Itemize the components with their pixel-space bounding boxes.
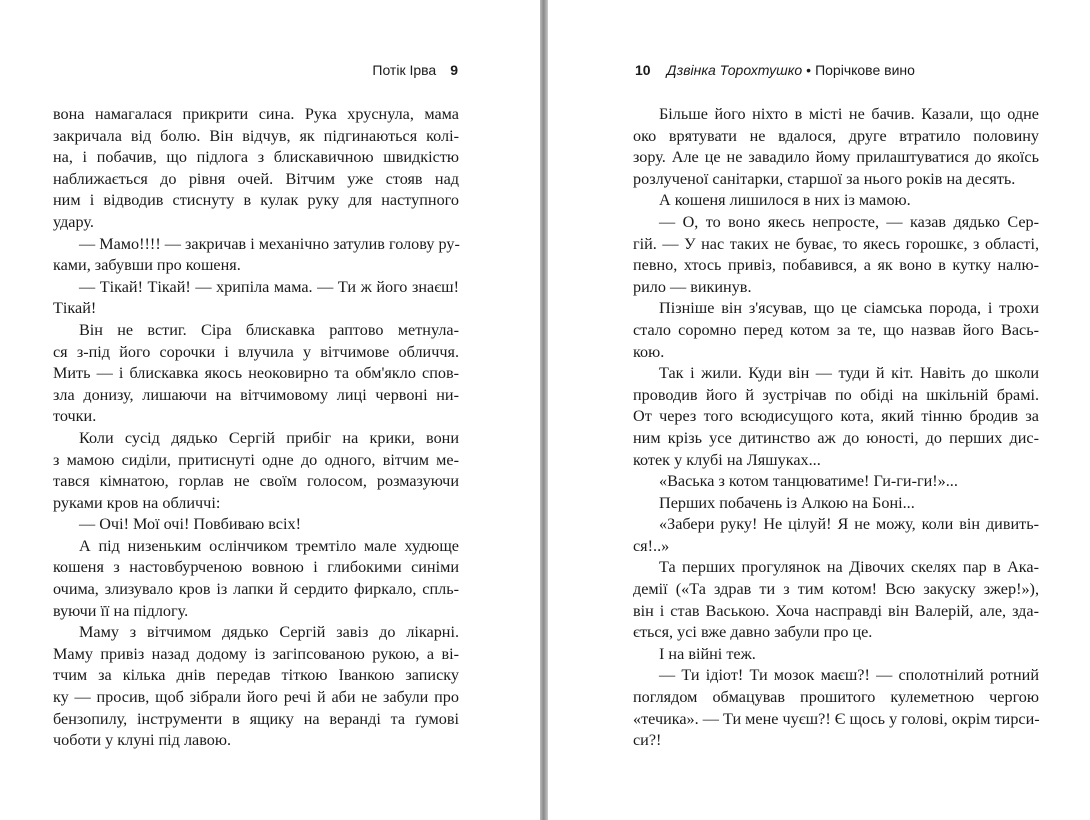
left-page-text	[53, 104, 459, 752]
text-line: Так і жили. Куди він — туди й кіт. Навіть до школи	[659, 364, 1039, 383]
text-line: І на війні теж.	[659, 644, 756, 663]
left-running-head	[372, 62, 458, 78]
text-line: тчим за кілька днів передав тіткою Іванкою записку	[53, 666, 459, 685]
text-line: розлученої санітарки, старшої за нього років на десять.	[633, 169, 1016, 188]
text-line: Пізніше він з'ясував, що це сіамська порода, і трохи	[659, 299, 1039, 318]
text-line: ся з-під його сорочки і влучила у вітчимове обличчя.	[53, 342, 459, 361]
text-line: Перших побачень із Алкою на Боні...	[659, 493, 915, 512]
text-line: зору. Але це не завадило йому прилаштуватися до якоїсь	[633, 148, 1039, 167]
text-line: ками, забувши про кошеня.	[53, 256, 241, 275]
text-line: око врятувати не вдалося, друге втратило половину	[633, 126, 1039, 145]
left-running-head-title: Потік Ірва	[372, 62, 437, 78]
text-line: ним крізь усе дитинство аж до юності, до перших дис-	[633, 428, 1039, 447]
text-line: — Очі! Мої очі! Повбиваю всіх!	[79, 515, 301, 534]
text-line: бензопилу, інструменти в ящику на веранді та ґумові	[53, 709, 459, 728]
right-page-text	[633, 104, 1039, 752]
text-line: зла донизу, лишаючи на вітчимовому лиці червоні ни-	[53, 385, 459, 404]
text-line: поглядом обмацував прошитого кулеметною чергою	[633, 688, 1039, 707]
book-gutter	[540, 0, 548, 820]
text-line: кою.	[633, 342, 665, 361]
text-line: він і став Ваською. Хоча насправді він Валерій, але, зда-	[633, 601, 1039, 620]
text-line: удару.	[53, 212, 94, 231]
text-line: з мамою сиділи, притиснуті одне до одного, вітчим ме-	[53, 450, 459, 469]
text-line: От через того всюдисущого кота, який тінню бродив за	[633, 407, 1039, 426]
text-line: Маму привіз назад додому із загіпсованою рукою, а ві-	[53, 644, 459, 663]
right-page	[548, 0, 1090, 820]
text-line: си?!	[633, 731, 662, 750]
text-line: котек у клубі на Ляшуках...	[633, 450, 821, 469]
text-line: певно, хтось привіз, побавився, а як воно в кутку налю-	[633, 256, 1039, 275]
text-line: Та перших прогулянок на Дівочих скелях пар в Ака-	[659, 558, 1039, 577]
text-line: ється, усі вже давно забули про це.	[633, 623, 873, 642]
text-line: «течика». — Ти мене чуєш?! Є щось у голові, окрім тирси-	[633, 709, 1040, 728]
text-line: руками кров на обличчі:	[53, 493, 221, 512]
text-line: ся!..»	[633, 536, 670, 555]
left-page	[0, 0, 540, 820]
text-line: Мить — і блискавка якось неоковирно та обм'якло спов-	[53, 364, 459, 383]
text-line: Він не встиг. Сіра блискавка раптово метнула-	[79, 320, 459, 339]
text-line: ку — просив, щоб зібрали його речі й аби не забули про	[53, 688, 459, 707]
text-line: рило — викинув.	[633, 277, 752, 296]
text-line: — Тікай! Тікай! — хрипіла мама. — Ти ж його знаєш!	[79, 277, 459, 296]
text-line: Тікай!	[53, 299, 97, 318]
text-line: — Ти ідіот! Ти мозок маєш?! — сполотнілий ротний	[659, 666, 1039, 685]
right-running-head-title: Порічкове вино	[815, 62, 915, 78]
text-line: кошеня з настовбурченою вовною і глибокими синіми	[53, 558, 459, 577]
right-running-head	[635, 62, 915, 78]
right-running-head-separator: •	[806, 62, 812, 78]
text-line: Маму з вітчимом дядько Сергій завіз до лікарні.	[79, 623, 459, 642]
text-line: ним і відводив стиснуту в кулак руку для наступного	[53, 191, 459, 210]
text-line: тався кімнатою, горлав не своїм голосом, розмазуючи	[53, 472, 459, 491]
text-line: очима, злизувало кров із лапки й сердито фиркало, спль-	[53, 580, 459, 599]
text-line: — Мамо!!!! — закричав і механічно затулив голову ру-	[79, 234, 460, 253]
left-page-number: 9	[450, 62, 458, 78]
text-line: проводив його й зустрічав по обіді на шкільній брамі.	[633, 385, 1039, 404]
text-line: точки.	[53, 407, 97, 426]
text-line: чоботи у клуні під лавою.	[53, 731, 231, 750]
text-line: демії («Та здрав ти з тим котом! Всю закуску зжер!»),	[633, 580, 1039, 599]
text-line: Більше його ніхто в місті не бачив. Казали, що одне	[659, 105, 1039, 123]
text-line: закричала від болю. Він відчув, як підгинаються колі-	[53, 126, 459, 145]
text-line: «Забери руку! Не цілуй! Я не можу, коли він дивить-	[659, 515, 1039, 534]
text-line: на, і побачив, що підлога з блискавичною швидкістю	[53, 148, 459, 167]
text-line: гій. — У нас таких не буває, то якесь горошкє, з області,	[633, 234, 1039, 253]
text-line: А кошеня лишилося в них із мамою.	[659, 191, 911, 210]
text-line: стало соромно перед котом за те, що назвав його Вась-	[633, 320, 1039, 339]
right-running-head-author: Дзвінка Торохтушко	[666, 62, 803, 78]
text-line: — О, то воно якесь непросте, — казав дядько Сер-	[659, 212, 1039, 231]
right-page-number: 10	[635, 62, 651, 78]
text-line: «Васька з котом танцюватиме! Ги-ги-ги!»...	[659, 472, 958, 491]
text-line: вона намагалася прикрити сина. Рука хруснула, мама	[53, 105, 459, 123]
text-line: наближається до рівня очей. Вітчим уже стояв над	[53, 169, 459, 188]
text-line: Коли сусід дядько Сергій прибіг на крики, вони	[79, 428, 459, 447]
text-line: вуючи її на підлогу.	[53, 601, 189, 620]
text-line: А під низеньким ослінчиком тремтіло мале худюще	[79, 536, 459, 555]
